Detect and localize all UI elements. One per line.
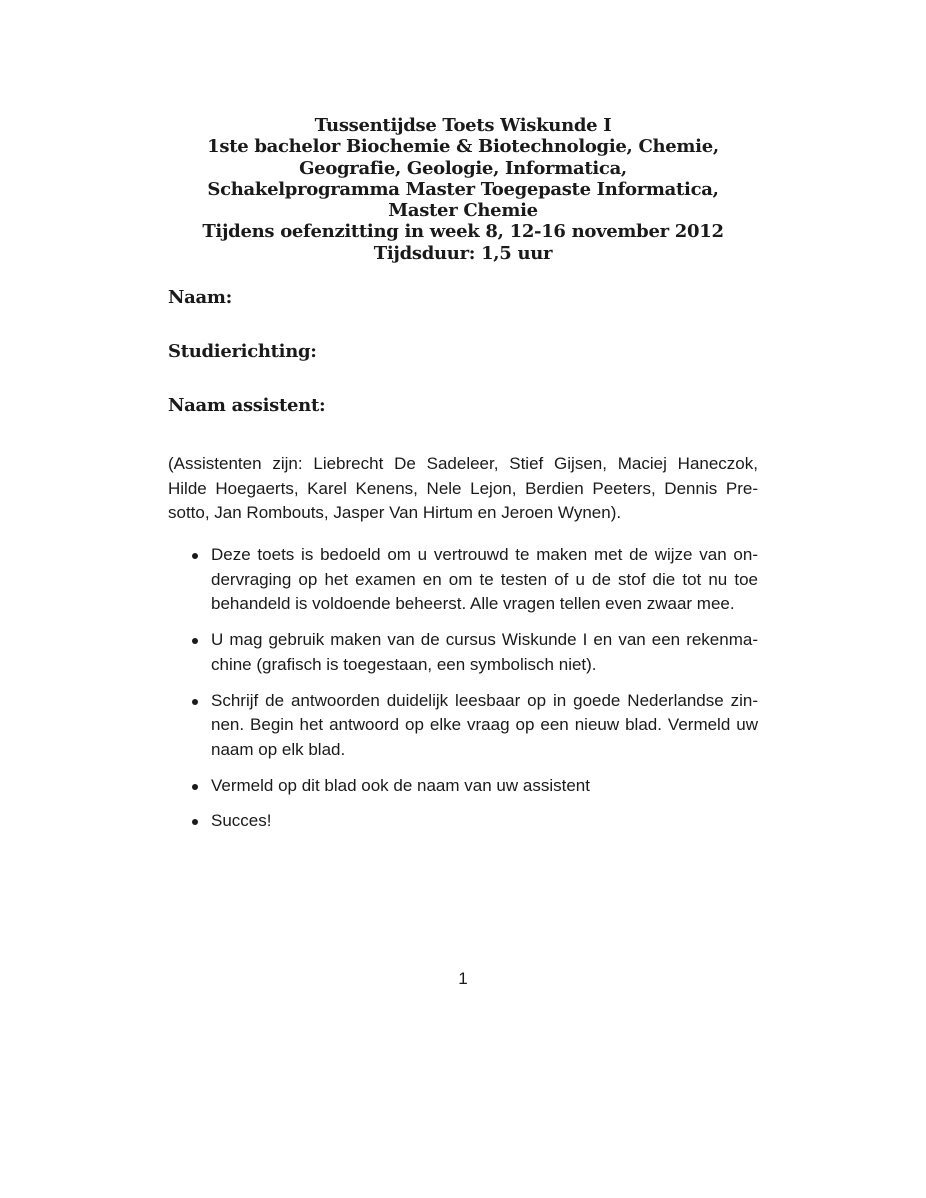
study-field-label: Studierichting: xyxy=(168,341,317,362)
instruction-line: Succes! xyxy=(211,811,272,831)
exam-programs-line-3: Schakelprogramma Master Toegepaste Informatica, xyxy=(207,178,719,200)
assistants-line: Hilde Hoegaerts, Karel Kenens, Nele Lejon, Berdien Peeters, Dennis Pre- xyxy=(168,478,758,498)
instruction-line: Vermeld op dit blad ook de naam van uw assistent xyxy=(211,775,590,795)
bullet-icon xyxy=(192,819,198,825)
instructions-list xyxy=(190,543,758,845)
assistants-paragraph xyxy=(168,452,758,526)
bullet-icon xyxy=(192,699,198,705)
instruction-item xyxy=(190,689,758,763)
bullet-icon xyxy=(192,553,198,559)
instruction-item xyxy=(190,774,758,799)
exam-title: Tussentijdse Toets Wiskunde I xyxy=(314,115,612,136)
instruction-item xyxy=(190,628,758,677)
bullet-icon xyxy=(192,784,198,790)
instruction-line: nen. Begin het antwoord op elke vraag op een nieuw blad. Vermeld uw xyxy=(211,715,758,735)
instruction-line: U mag gebruik maken van de cursus Wiskunde I en van een rekenma- xyxy=(211,630,758,650)
page-number: 1 xyxy=(458,969,468,988)
instruction-line: behandeld is voldoende beheerst. Alle vragen tellen even zwaar mee. xyxy=(211,594,735,614)
name-field-label: Naam: xyxy=(168,287,232,308)
exam-programs-line-4: Master Chemie xyxy=(388,200,538,222)
instruction-item xyxy=(190,809,758,834)
instruction-line: dervraging op het examen en om te testen of u de stof die tot nu toe xyxy=(211,569,758,589)
exam-header xyxy=(0,115,926,264)
exam-duration: Tijdsduur: 1,5 uur xyxy=(373,242,553,264)
exam-date: Tijdens oefenzitting in week 8, 12-16 november 2012 xyxy=(202,221,724,243)
instruction-item xyxy=(190,543,758,617)
instruction-line: naam op elk blad. xyxy=(211,739,346,759)
bullet-icon xyxy=(192,638,198,644)
instruction-line: Deze toets is bedoeld om u vertrouwd te maken met de wijze van on- xyxy=(211,545,758,564)
assistants-line: (Assistenten zijn: Liebrecht De Sadeleer, Stief Gijsen, Maciej Haneczok, xyxy=(168,454,758,473)
instruction-line: Schrijf de antwoorden duidelijk leesbaar op in goede Nederlandse zin- xyxy=(211,690,758,710)
instruction-line: chine (grafisch is toegestaan, een symbolisch niet). xyxy=(211,654,597,674)
assistants-line: sotto, Jan Rombouts, Jasper Van Hirtum en Jeroen Wynen). xyxy=(168,503,622,523)
exam-programs-line-2: Geografie, Geologie, Informatica, xyxy=(299,157,627,179)
assistant-field-label: Naam assistent: xyxy=(168,395,326,416)
exam-programs-line-1: 1ste bachelor Biochemie & Biotechnologie, Chemie, xyxy=(207,136,719,158)
